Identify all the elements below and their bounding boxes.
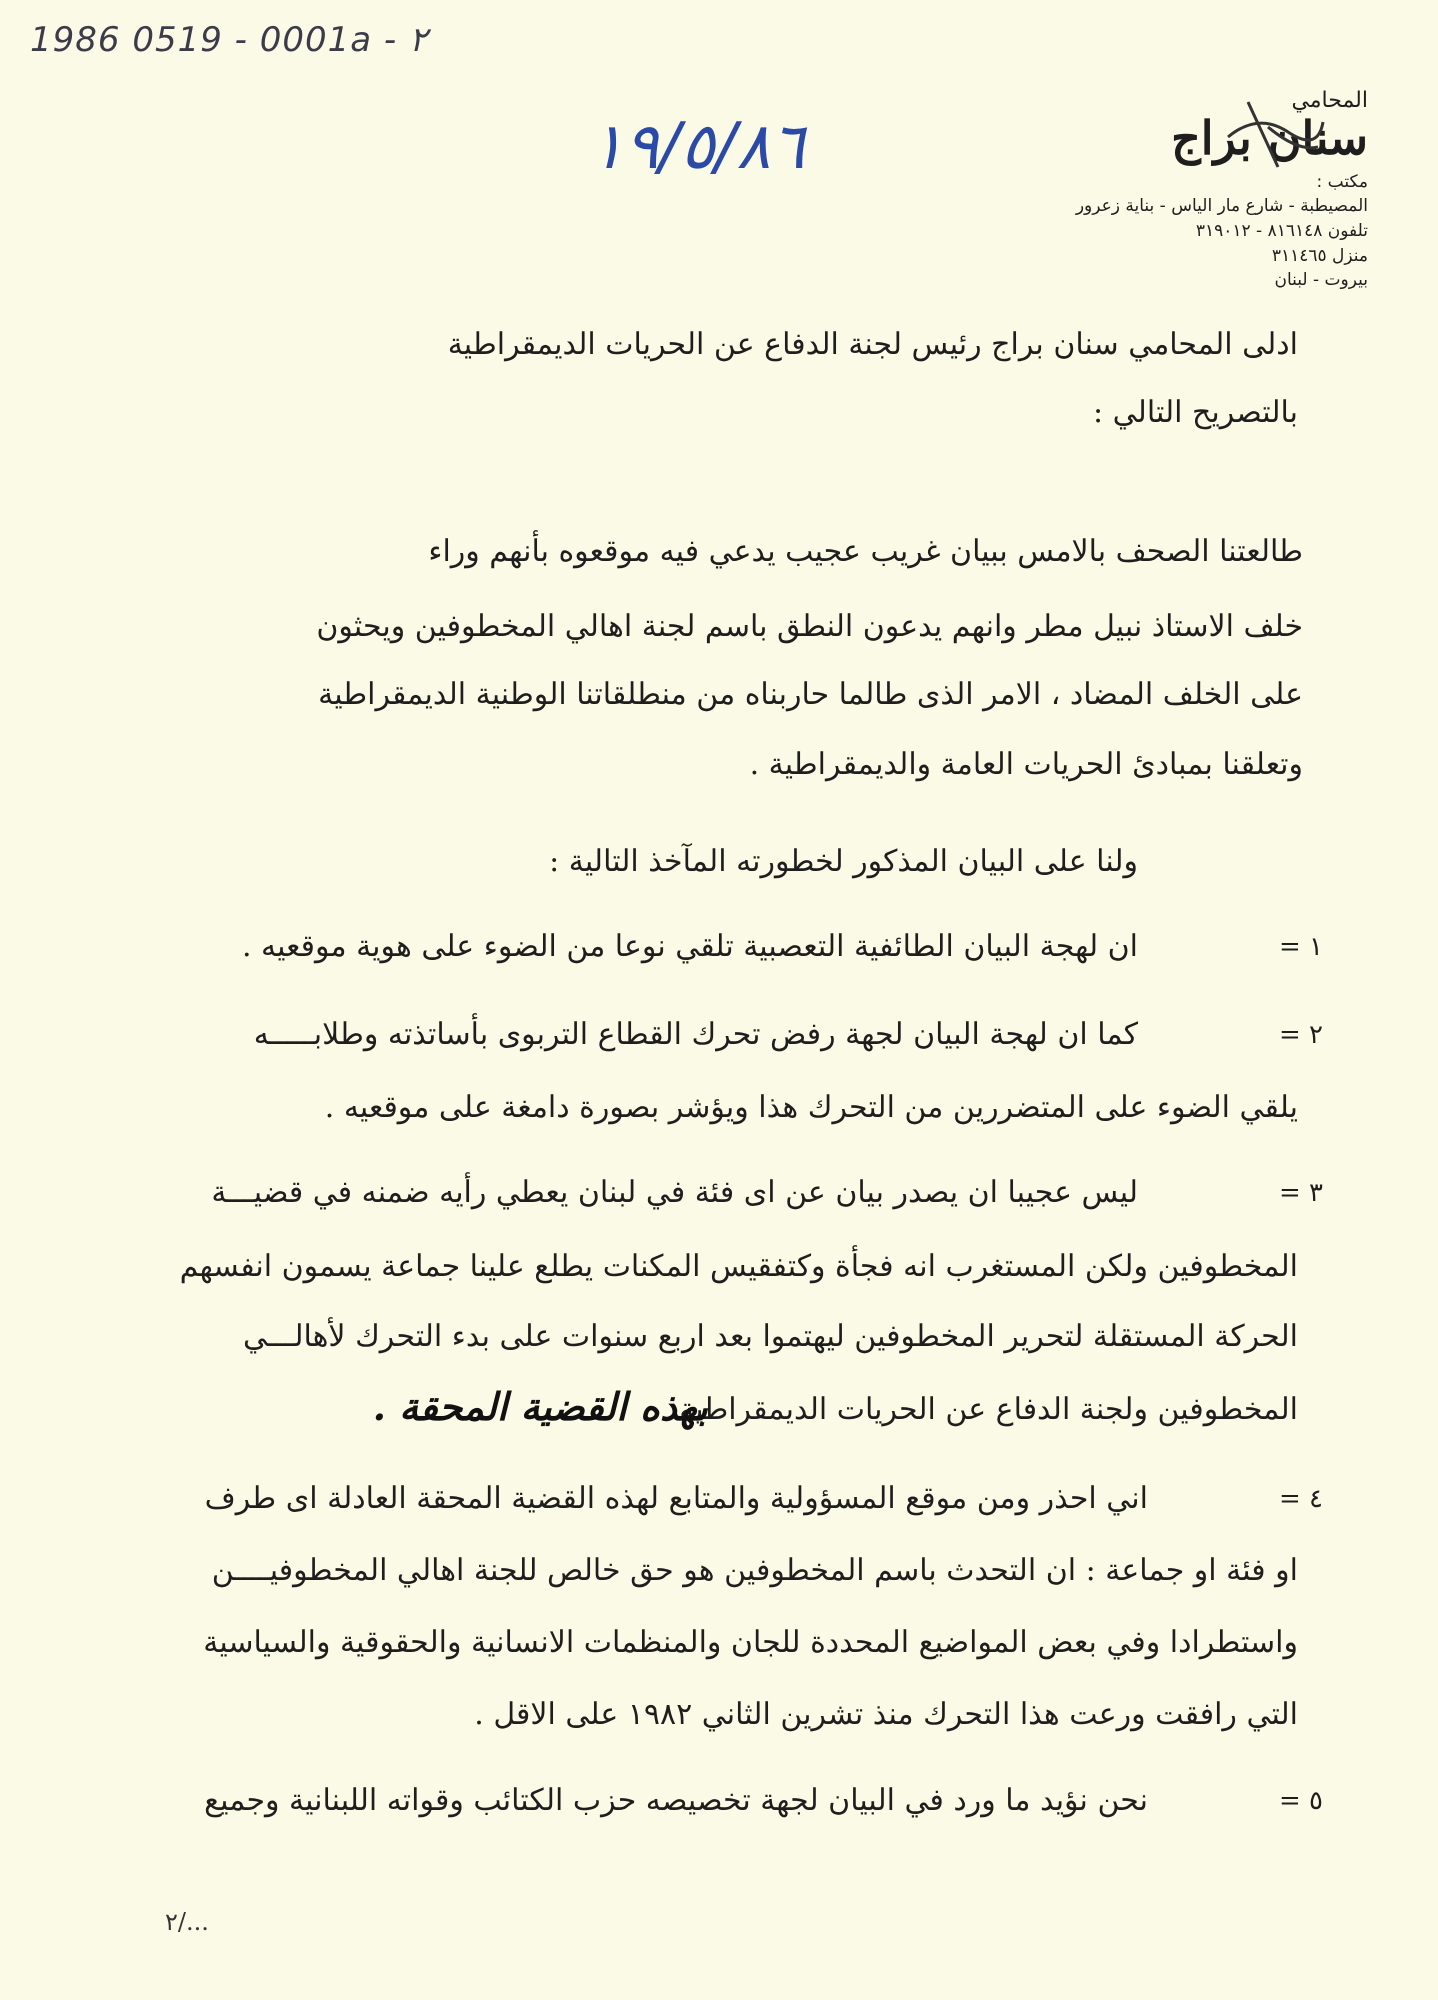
intro-line-1: ادلى المحامي سنان براج رئيس لجنة الدفاع عن الحريات الديمقراطية <box>447 327 1298 362</box>
item-1-number: ١ = <box>1278 932 1323 962</box>
item-2-line-2: يلقي الضوء على المتضررين من التحرك هذا ويؤشر بصورة دامغة على موقعيه . <box>324 1090 1298 1125</box>
item-2-number: ٢ = <box>1278 1020 1323 1050</box>
letterhead-city: بيروت - لبنان <box>1274 270 1368 291</box>
letterhead-title: المحامي <box>1291 88 1368 113</box>
letterhead-office-label: مكتب : <box>1316 171 1368 192</box>
item-5-line-1: نحن نؤيد ما ورد في البيان لجهة تخصيصه حزب الكتائب وقواته اللبنانية وجميع <box>204 1783 1148 1818</box>
letterhead-name: سنان براج <box>1171 111 1368 165</box>
item-4-number: ٤ = <box>1278 1484 1323 1514</box>
letterhead-phone-home: منزل ٣١١٤٦٥ <box>1271 245 1368 266</box>
archive-id: 1986 0519 - 0001a - ٢ <box>30 20 428 60</box>
item-3-line-2: المخطوفين ولكن المستغرب انه فجأة وكتفقيس المكنات يطلع علينا جماعة يسمون انفسهم <box>179 1249 1298 1284</box>
item-1-line-1: ان لهجة البيان الطائفية التعصبية تلقي نوعا من الضوء على هوية موقعيه . <box>241 929 1138 964</box>
item-3-line-1: ليس عجيبا ان يصدر بيان عن اى فئة في لبنان يعطي رأيه ضمنه في قضيـــة <box>211 1175 1138 1210</box>
signature-scribble <box>1218 92 1328 172</box>
item-4-line-3: واستطرادا وفي بعض المواضيع المحددة للجان والمنظمات الانسانية والحقوقية والسياسية <box>203 1625 1298 1660</box>
item-4-line-4: التي رافقت ورعت هذا التحرك منذ تشرين الثاني ١٩٨٢ على الاقل . <box>474 1697 1298 1732</box>
paragraph-1-line-1: طالعتنا الصحف بالامس ببيان غريب عجيب يدعي فيه موقعوه بأنهم وراء <box>428 534 1303 569</box>
letterhead-address: المصيطبة - شارع مار الياس - بناية زعرور <box>1075 196 1368 217</box>
item-5-number: ٥ = <box>1278 1786 1323 1816</box>
item-2-line-1: كما ان لهجة البيان لجهة رفض تحرك القطاع التربوى بأساتذته وطلابـــــه <box>253 1017 1138 1052</box>
item-3-line-4: المخطوفين ولجنة الدفاع عن الحريات الديمقراطية <box>679 1392 1298 1427</box>
handwritten-date: ١٩/٥/٨٦ <box>590 110 805 184</box>
objections-heading: ولنا على البيان المذكور لخطورته المآخذ التالية : <box>549 844 1138 879</box>
item-3-number: ٣ = <box>1278 1178 1323 1208</box>
letterhead-phone-office: تلفون ٨١٦١٤٨ - ٣١٩٠١٢ <box>1195 220 1368 241</box>
item-3-line-3: الحركة المستقلة لتحرير المخطوفين ليهتموا بعد اربع سنوات على بدء التحرك لأهالـــي <box>242 1319 1298 1354</box>
paragraph-1-line-4: وتعلقنا بمبادئ الحريات العامة والديمقراطية . <box>749 747 1303 782</box>
page-marker: ٢/... <box>165 1908 209 1936</box>
item-4-line-2: او فئة او جماعة : ان التحدث باسم المخطوفين هو حق خالص للجنة اهالي المخطوفيــــن <box>211 1553 1298 1588</box>
paragraph-1-line-2: خلف الاستاذ نبيل مطر وانهم يدعون النطق باسم لجنة اهالي المخطوفين ويحثون <box>316 609 1303 644</box>
item-3-handwritten-addition: بهذه القضية المحقة . <box>372 1384 708 1429</box>
paragraph-1-line-3: على الخلف المضاد ، الامر الذى طالما حاربناه من منطلقاتنا الوطنية الديمقراطية <box>318 677 1303 712</box>
item-4-line-1: اني احذر ومن موقع المسؤولية والمتابع لهذه القضية المحقة العادلة اى طرف <box>204 1481 1148 1516</box>
intro-line-2: بالتصريح التالي : <box>1093 395 1298 430</box>
